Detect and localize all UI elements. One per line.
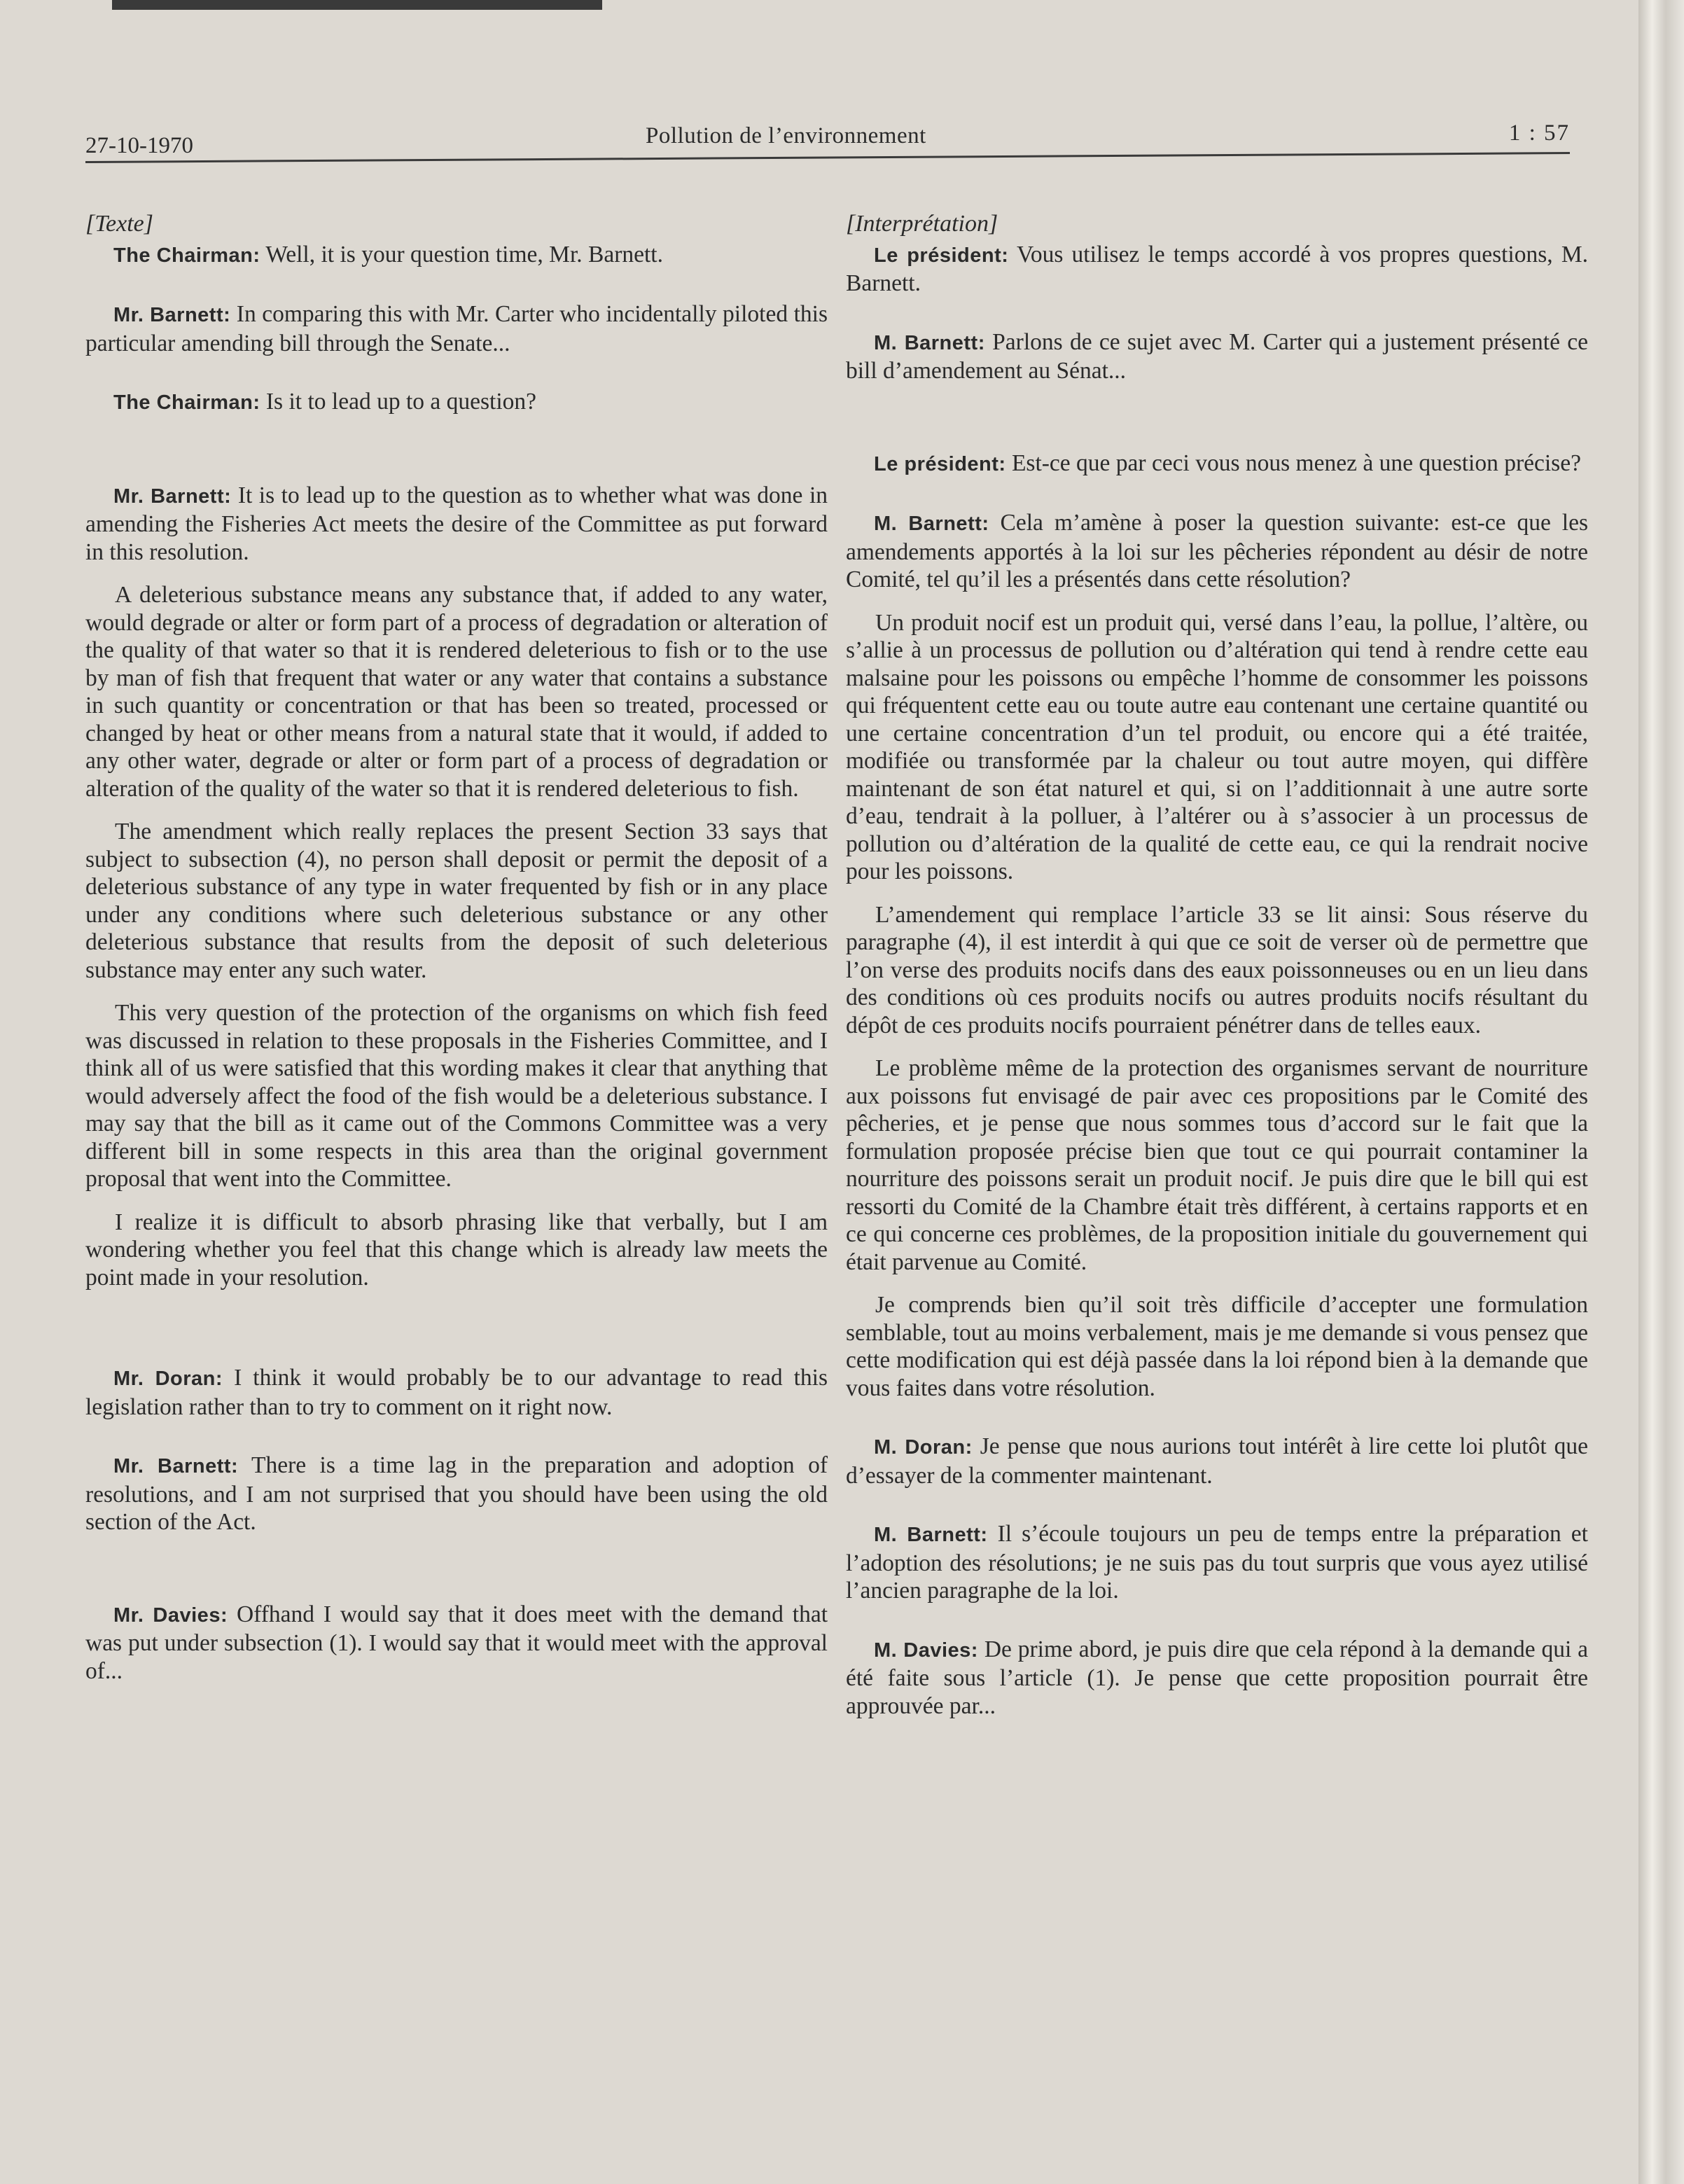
language-tag-text: Texte	[95, 211, 144, 237]
statement-text: Vous utilisez le temps accordé à vos propres questions, M. Barnett.	[846, 241, 1588, 296]
paragraph: Un produit nocif est un produit qui, versé dans l’eau, la pollue, l’altère, ou s’allie à un processus de pollution ou d’altération qui tend à rendre cette eau malsaine pour les poissons ou empêche l’homme de consommer les poissons qui fréquentent cette eau ou toute autre eau contenant une certaine quantité ou une certaine concentration d’un tel produit, ou encore qui a été traitée, modifiée ou transformée par la chaleur ou tout autre moyen, qui diffère maintenant de son état naturel et qui, si on l’additionnait à une autre sorte d’eau, tendrait à la polluer, à l’altérer ou à s’associer à un processus de pollution ou d’altération de la qualité de cette eau, ce qui la rendrait nocive pour les poissons.	[846, 609, 1588, 884]
statement	[85, 1601, 828, 1685]
french-column	[846, 210, 1588, 2115]
statement-text: Il s’écoule toujours un peu de temps entre la préparation et l’adoption des résolutions; je ne suis pas du tout surpris que vous ayez utilisé l’ancien paragraphe de la loi.	[846, 1521, 1588, 1604]
statement-text: I think it would probably be to our advantage to read this legislation rather than to try to comment on it right now.	[85, 1365, 828, 1420]
statement-text: Je pense que nous aurions tout intérêt à lire cette loi plutôt que d’essayer de la commenter maintenant.	[846, 1433, 1589, 1489]
header-page-number: 1 : 57	[1508, 120, 1570, 146]
paragraph: A deleterious substance means any substance that, if added to any water, would degrade or alter or form part of a process of degradation or alteration of the quality of that water so that it is rendered deleterious to fish or to the use by man of fish that frequent that water or any water that contains a substance in such quantity or concentration or that has been so treated, processed or changed by heat or other means from a natural state that it would, if added to any other water, degrade or alter or form part of a process of degradation or alteration of the quality of the water so that it is rendered deleterious to fish.	[85, 582, 828, 802]
speaker-name: Le président:	[874, 452, 1006, 475]
paragraph: L’amendement qui remplace l’article 33 se lit ainsi: Sous réserve du paragraphe (4), il est interdit à qui que ce soit de verser où de permettre que l’on verse des produits nocifs dans des eaux poissonneuses ou en un lieu dans des conditions où ces produits nocifs ou autres produits nocifs résultant du dépôt de ces produits nocifs pourraient pénétrer dans de telles eaux.	[846, 901, 1588, 1038]
statement	[85, 300, 828, 357]
statement-text: De prime abord, je puis dire que cela répond à la demande qui a été faite sous l’article (1). Je pense que cette proposition pourrait être approuvée par...	[846, 1636, 1588, 1719]
speaker-name: M. Davies:	[874, 1639, 978, 1662]
language-tag-text: Interprétation	[855, 211, 989, 237]
english-column	[85, 210, 828, 2115]
statement	[846, 1520, 1588, 1605]
statement	[85, 241, 828, 270]
speaker-name: M. Barnett:	[874, 1524, 988, 1546]
paragraph: I realize it is difficult to absorb phrasing like that verbally, but I am wondering whether you feel that this change which is already law meets the point made in your resolution.	[85, 1209, 828, 1291]
statement-text: Parlons de ce sujet avec M. Carter qui a justement présenté ce bill d’amendement au Sénat...	[846, 328, 1589, 384]
statement-text: Cela m’amène à poser la question suivante: est-ce que les amendements apportés à la loi sur les pêcheries répondent au désir de notre Comité, tel qu’il les a présentés dans cette résolution?	[846, 510, 1589, 592]
speaker-name: M. Barnett:	[874, 331, 985, 354]
speaker-name: Mr. Barnett:	[113, 485, 232, 508]
statement	[846, 1433, 1588, 1489]
header-date: 27-10-1970	[85, 133, 193, 158]
paragraph: This very question of the protection of the organisms on which fish feed was discussed in relation to these proposals in the Fisheries Committee, and I think all of us were satisfied that this wording makes it clear that anything that would adversely affect the food of the fish would be a deleterious substance. I may say that the bill as it came out of the Commons Committee was a very different bill in some respects in this area than the original government proposal that went into the Committee.	[85, 1000, 828, 1192]
statement	[85, 1364, 828, 1421]
statement	[846, 328, 1588, 385]
statement	[846, 509, 1588, 594]
speaker-name: Mr. Doran:	[113, 1368, 223, 1390]
speaker-name: Mr. Barnett:	[113, 304, 231, 326]
statement-text: Est-ce que par ceci vous nous menez à une question précise?	[1011, 450, 1581, 476]
statement	[85, 1452, 828, 1536]
speaker-name: Mr. Davies:	[113, 1604, 228, 1627]
statement-text: Well, it is your question time, Mr. Barnett.	[265, 241, 663, 267]
statement-text: Offhand I would say that it does meet with the demand that was put under subsection (1). I would say that it would meet with the approval of...	[85, 1601, 828, 1684]
book-page-edges	[1638, 0, 1684, 2184]
statement	[846, 450, 1588, 479]
speaker-name: Mr. Barnett:	[113, 1455, 239, 1477]
paragraph: The amendment which really replaces the present Section 33 says that subject to subsection (4), no person shall deposit or permit the deposit of a deleterious substance of any type in water frequented by fish or in any place under any conditions where such deleterious substance or any other deleterious substance that results from the deposit of such deleterious substance may enter any such water.	[85, 819, 828, 983]
language-tag: [Texte]	[85, 211, 153, 237]
top-edge-strip	[112, 0, 602, 10]
paragraph: Le problème même de la protection des organismes servant de nourriture aux poissons fut envisagé de pair avec ces propositions par le Comité des pêcheries, et je pense que nous sommes tous d’accord sur le fait que la formulation proposée précise bien que tout ce qui pourrait contaminer la nourriture des poissons serait un produit nocif. Je puis dire que le bill qui est ressorti du Comité de la Chambre était très différent, à certains rapports et en ce qui concerne ces problèmes, de la proposition initiale du gouvernement qui était parvenue au Comité.	[846, 1055, 1588, 1275]
speaker-name: M. Barnett:	[874, 513, 989, 535]
header-title: Pollution de l’environnement	[646, 123, 926, 148]
paragraph: Je comprends bien qu’il soit très difficile d’accepter une formulation semblable, tout au moins verbalement, mais je me demande si vous pensez que cette modification qui est déjà passée dans la loi répond bien à la demande que vous faites dans votre résolution.	[846, 1292, 1588, 1401]
statement-text: There is a time lag in the preparation and adoption of resolutions, and I am not surprised that you should have been using the old section of the Act.	[85, 1452, 828, 1535]
statement	[846, 241, 1588, 298]
speaker-name: The Chairman:	[113, 244, 260, 267]
speaker-name: M. Doran:	[874, 1436, 973, 1459]
statement	[85, 482, 828, 566]
statement	[85, 388, 828, 417]
speaker-name: The Chairman:	[113, 391, 260, 414]
statement-text: It is to lead up to the question as to whether what was done in amending the Fisheries Act meets the desire of the Committee as put forward in this resolution.	[85, 482, 828, 565]
statement-text: Is it to lead up to a question?	[265, 389, 537, 415]
language-tag: [Interprétation]	[846, 211, 998, 237]
statement-text: In comparing this with Mr. Carter who incidentally piloted this particular amending bill through the Senate...	[85, 301, 828, 356]
speaker-name: Le président:	[874, 244, 1009, 267]
statement	[846, 1636, 1588, 1720]
